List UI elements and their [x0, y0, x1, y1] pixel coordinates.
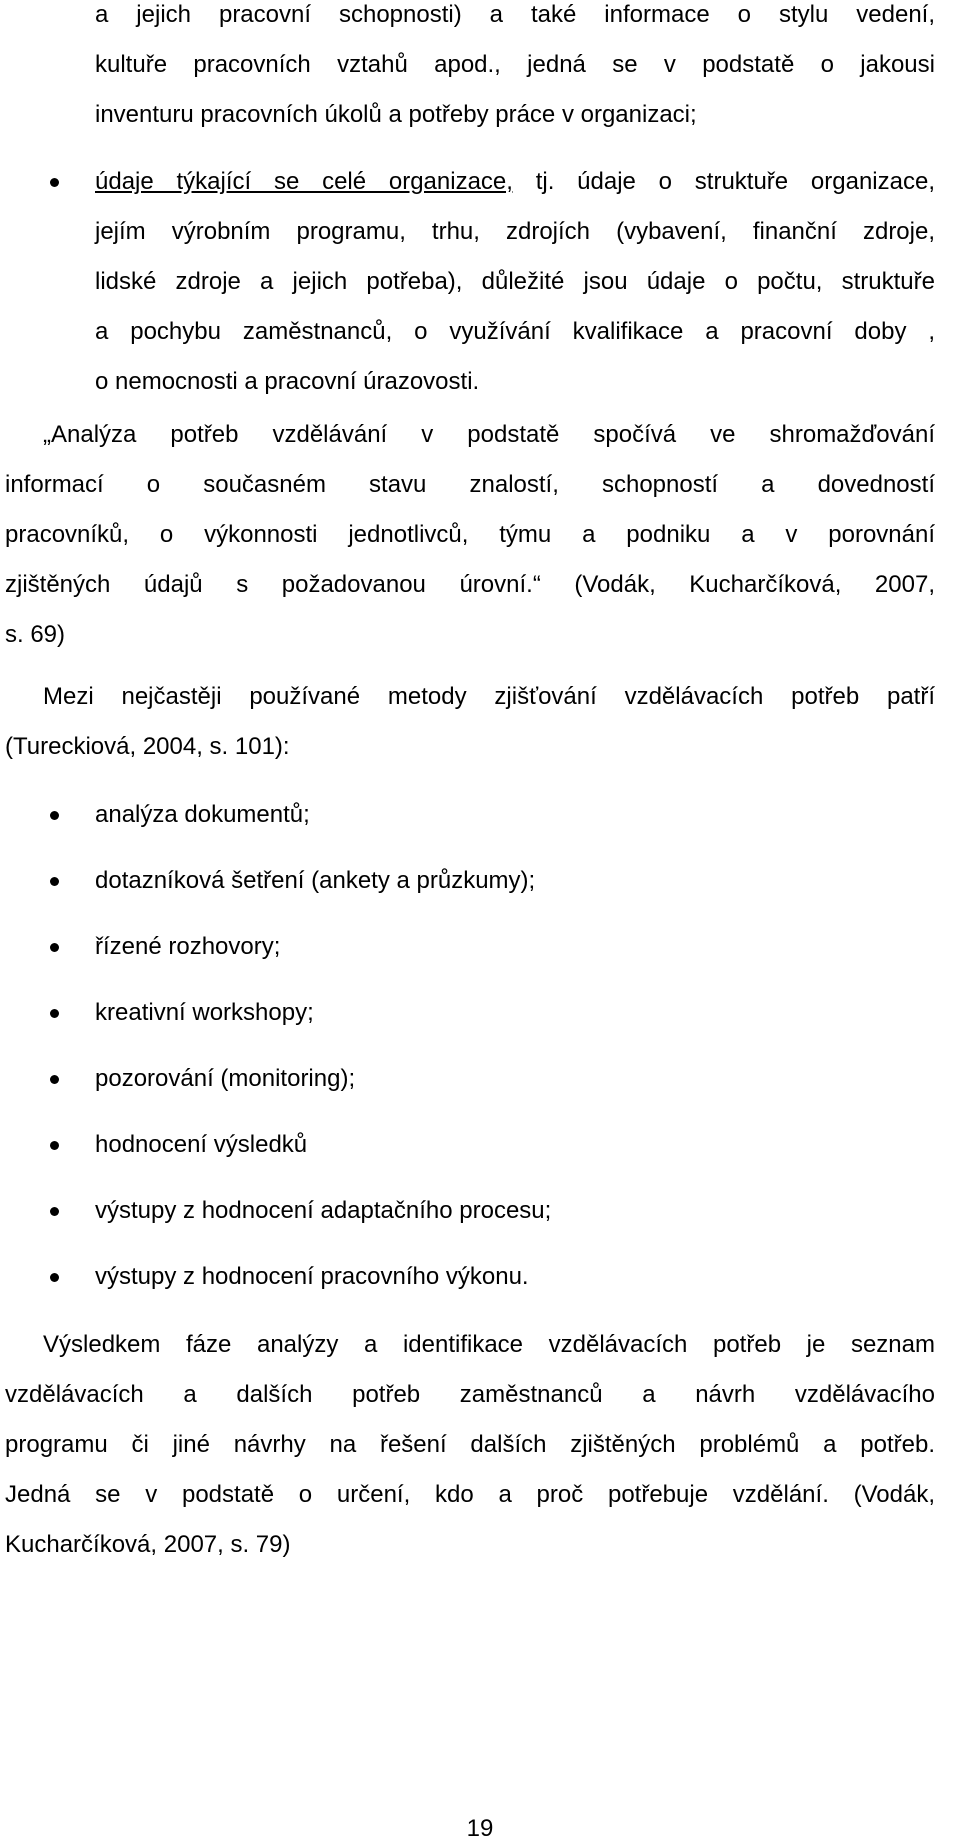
text-line: Výsledkem fáze analýzy a identifikace vzdělávacích potřeb je seznam	[43, 1331, 935, 1358]
list-item: hodnocení výsledků	[95, 1131, 308, 1158]
list-item: analýza dokumentů;	[95, 801, 310, 828]
list-item: výstupy z hodnocení adaptačního procesu;	[95, 1197, 552, 1224]
paragraph-result	[5, 1320, 935, 1570]
bullet-dot	[50, 1009, 59, 1018]
text-line: pracovníků, o výkonnosti jednotlivců, týmu a podniku a v porovnání	[5, 521, 935, 548]
text-line: o nemocnosti a pracovní úrazovosti.	[95, 368, 480, 395]
text-line: kultuře pracovních vztahů apod., jedná se v podstatě o jakousi	[95, 51, 935, 78]
text-line: Kucharčíková, 2007, s. 79)	[5, 1531, 291, 1558]
bullet-organization	[95, 157, 935, 407]
list-item: dotazníková šetření (ankety a průzkumy);	[95, 867, 536, 894]
list-item: kreativní workshopy;	[95, 999, 314, 1026]
text-line: inventuru pracovních úkolů a potřeby práce v organizaci;	[95, 101, 697, 128]
list-item: výstupy z hodnocení pracovního výkonu.	[95, 1263, 529, 1290]
bullet-dot	[50, 1075, 59, 1084]
text-line: zjištěných údajů s požadovanou úrovní.“ (Vodák, Kucharčíková, 2007,	[5, 571, 935, 598]
text-line: (Tureckiová, 2004, s. 101):	[5, 733, 290, 760]
bullet-dot	[50, 943, 59, 952]
text-line: „Analýza potřeb vzdělávání v podstatě spočívá ve shromažďování	[43, 421, 935, 448]
text-line: vzdělávacích a dalších potřeb zaměstnanců a návrh vzdělávacího	[5, 1381, 935, 1408]
bullet-dot	[50, 1207, 59, 1216]
text-line: Mezi nejčastěji používané metody zjišťování vzdělávacích potřeb patří	[43, 683, 935, 710]
bullet-dot	[50, 811, 59, 820]
list-item: pozorování (monitoring);	[95, 1065, 356, 1092]
text-line	[95, 157, 935, 207]
text-line: Jedná se v podstatě o určení, kdo a proč potřebuje vzdělání. (Vodák,	[5, 1481, 935, 1508]
bullet-dot	[50, 877, 59, 886]
text-line: informací o současném stavu znalostí, schopností a dovedností	[5, 471, 935, 498]
paragraph-analysis	[5, 410, 935, 660]
underlined-heading: údaje týkající se celé organizace,	[95, 168, 513, 195]
text-line: lidské zdroje a jejich potřeba), důležité jsou údaje o počtu, struktuře	[95, 268, 935, 295]
bullet-dot	[50, 178, 59, 187]
text-line: a pochybu zaměstnanců, o využívání kvalifikace a pracovní doby ,	[95, 318, 935, 345]
bullet-dot	[50, 1273, 59, 1282]
page-number: 19	[466, 1815, 494, 1842]
paragraph-methods	[5, 672, 935, 772]
text-line: programu či jiné návrhy na řešení dalších zjištěných problémů a potřeb.	[5, 1431, 935, 1458]
text-line: jejím výrobním programu, trhu, zdrojích (vybavení, finanční zdroje,	[95, 218, 935, 245]
text-line: a jejich pracovní schopnosti) a také informace o stylu vedení,	[95, 1, 935, 28]
list-item: řízené rozhovory;	[95, 933, 281, 960]
text-line: s. 69)	[5, 621, 66, 648]
bullet-dot	[50, 1141, 59, 1150]
text-fragment: tj. údaje o struktuře organizace,	[512, 168, 935, 195]
continuation-text	[95, 0, 935, 140]
